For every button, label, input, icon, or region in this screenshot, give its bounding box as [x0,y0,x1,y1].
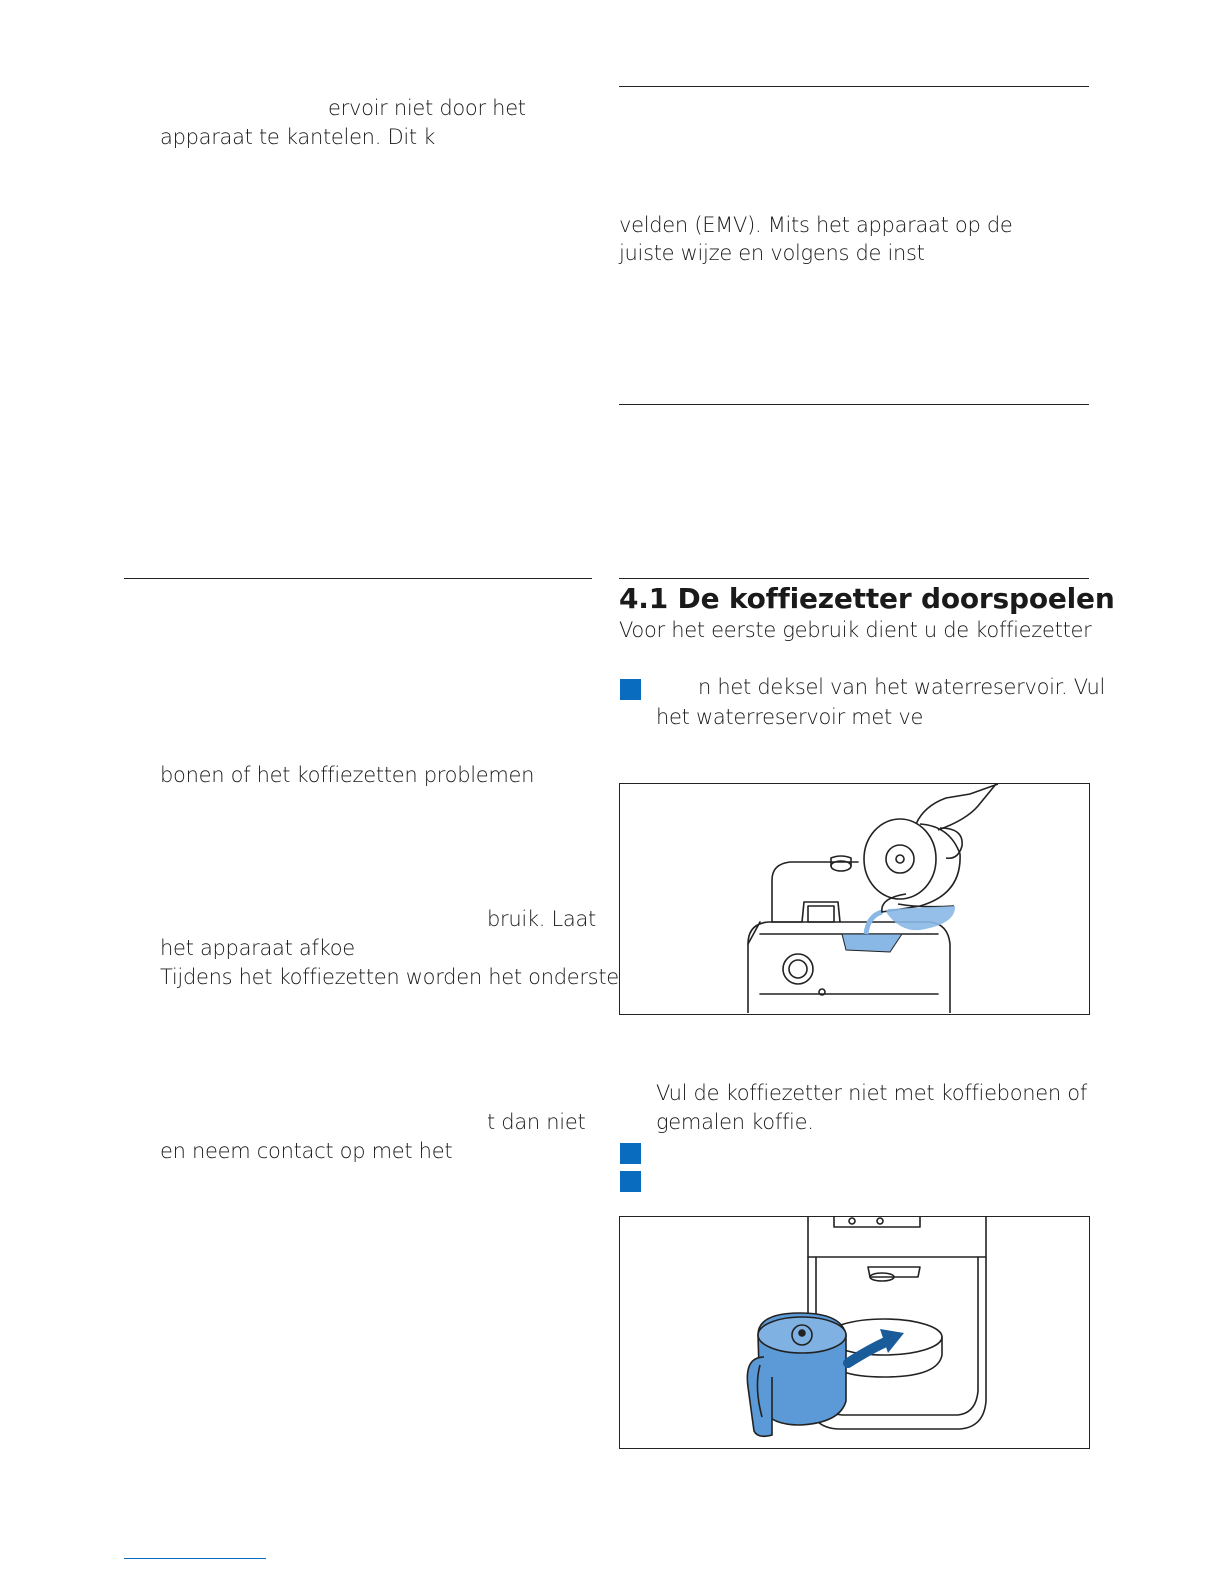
section-intro: Voor het eerste gebruik dient u de koffiezetter [619,618,1092,642]
left-text-line-1: ervoir niet door het [328,96,526,120]
step-2-marker [620,1143,641,1164]
section-heading: 4.1 De koffiezetter doorspoelen [619,582,1115,615]
step-3-marker [620,1171,641,1192]
right-middle-divider [619,404,1089,405]
left-text-line-7: t dan niet [487,1110,586,1134]
left-text-line-2: apparaat te kantelen. Dit k [160,125,436,149]
step-1-text-line-2: het waterreservoir met ve [656,705,924,729]
note-text-line-1: Vul de koffiezetter niet met koffiebonen of [656,1081,1087,1105]
step-1-marker [620,679,641,700]
left-text-line-6: Tijdens het koffiezetten worden het onderste [160,965,619,989]
emv-text-line-1: velden (EMV). Mits het apparaat op de [619,213,1013,237]
figure-fill-reservoir [619,783,1090,1015]
footer-link-line [124,1558,266,1559]
figure-place-jug [619,1216,1090,1449]
right-top-divider [619,86,1089,87]
step-1-text-line-1: n het deksel van het waterreservoir. Vul [698,675,1105,699]
left-text-line-8: en neem contact op met het [160,1139,453,1163]
left-section-divider [124,578,592,579]
jug-placement-icon [620,1217,1088,1447]
pouring-water-icon [620,784,1088,1013]
note-text-line-2: gemalen koffie. [656,1110,814,1134]
left-text-line-5: het apparaat afkoe [160,936,355,960]
section-heading-divider [619,578,1089,579]
left-text-line-4: bruik. Laat [487,907,596,931]
left-text-line-3: bonen of het koffiezetten problemen [160,763,535,787]
emv-text-line-2: juiste wijze en volgens de inst [619,241,925,265]
